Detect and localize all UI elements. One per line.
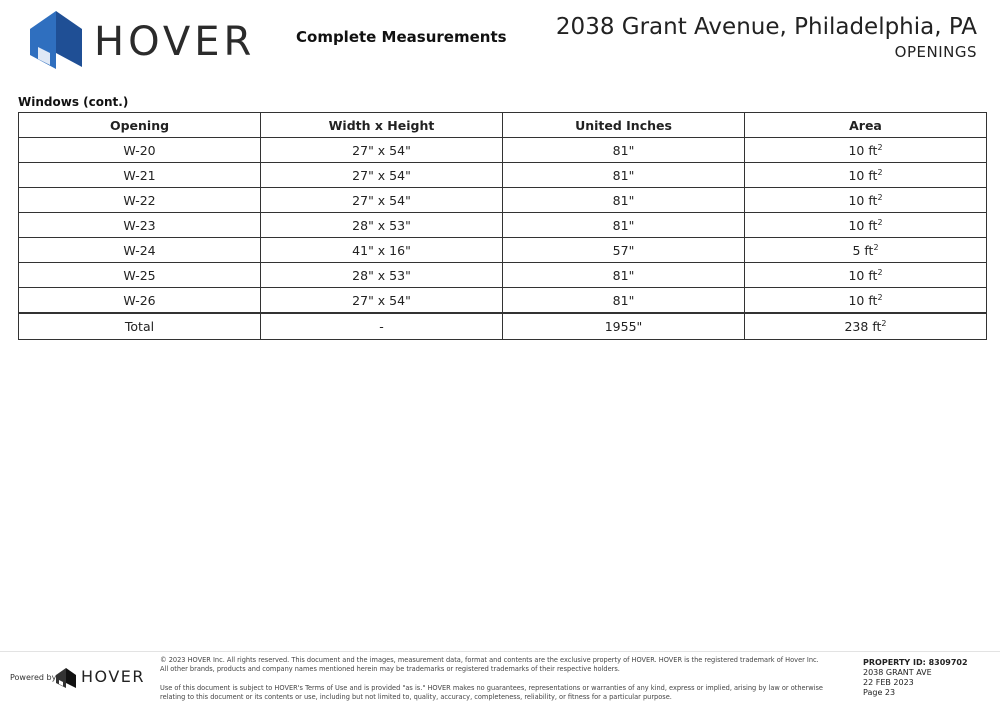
cell-area: 10 $ft^2$ — [745, 163, 987, 188]
cell-area: 5 $ft^2$ — [745, 238, 987, 263]
cell-united-inches: 81" — [503, 263, 745, 288]
copyright-notice: © 2023 HOVER Inc. All rights reserved. This document and the images, measurement data, format and contents are the exclusive property of HOVER. HOVER is the registered trademark of Hover Inc. All other brands, products and company names mentioned herein may be trademarks or registered trademarks of their respective holders. — [160, 656, 819, 673]
table-row — [19, 263, 987, 288]
cell-opening: W-26 — [19, 288, 261, 314]
cell-area: 10 $ft^2$ — [745, 188, 987, 213]
cell-size: 28" x 53" — [261, 263, 503, 288]
cell-area: 10 $ft^2$ — [745, 138, 987, 163]
cell-size: 41" x 16" — [261, 238, 503, 263]
cell-united-inches: 81" — [503, 138, 745, 163]
page-header — [0, 0, 1000, 80]
cell-united-inches: 81" — [503, 288, 745, 314]
column-header-united-inches: United Inches — [503, 113, 745, 138]
column-header-size: Width x Height — [261, 113, 503, 138]
cell-united-inches: 81" — [503, 163, 745, 188]
cell-united-inches: 81" — [503, 188, 745, 213]
cell-area: 10 $ft^2$ — [745, 288, 987, 314]
cell-opening: W-22 — [19, 188, 261, 213]
document-title: Complete Measurements — [296, 28, 507, 46]
powered-by-label: Powered by — [10, 673, 57, 682]
page-number: Page 23 — [863, 688, 896, 697]
property-info — [863, 658, 968, 698]
property-id: PROPERTY ID: 8309702 — [863, 658, 968, 667]
property-short-address: 2038 GRANT AVE — [863, 668, 932, 677]
cell-size: 27" x 54" — [261, 288, 503, 314]
cell-size: 27" x 54" — [261, 188, 503, 213]
table-row — [19, 163, 987, 188]
openings-table — [18, 112, 987, 340]
total-size: - — [261, 313, 503, 340]
table-row — [19, 238, 987, 263]
cell-size: 28" x 53" — [261, 213, 503, 238]
section-title: OPENINGS — [894, 43, 977, 61]
table-row — [19, 213, 987, 238]
table-row — [19, 188, 987, 213]
hover-footer-logo-icon — [55, 667, 77, 689]
cell-opening: W-23 — [19, 213, 261, 238]
cell-size: 27" x 54" — [261, 138, 503, 163]
cell-size: 27" x 54" — [261, 163, 503, 188]
terms-notice: Use of this document is subject to HOVER's Terms of Use and is provided "as is." HOVER makes no guarantees, representations or warranties of any kind, express or implied, arising by law or otherwise relating to this document or its contents or use, including but not limited to, quality, accuracy, completeness, reliability, or fitness for a particular purpose. — [160, 684, 823, 701]
cell-opening: W-20 — [19, 138, 261, 163]
cell-opening: W-24 — [19, 238, 261, 263]
logo-wordmark: HOVER — [94, 19, 256, 65]
property-address: 2038 Grant Avenue, Philadelphia, PA — [555, 14, 977, 40]
table-header-row — [19, 113, 987, 138]
cell-area: 10 $ft^2$ — [745, 263, 987, 288]
column-header-area: Area — [745, 113, 987, 138]
cell-united-inches: 57" — [503, 238, 745, 263]
hover-logo-icon — [28, 9, 84, 71]
table-row — [19, 288, 987, 314]
column-header-opening: Opening — [19, 113, 261, 138]
cell-opening: W-21 — [19, 163, 261, 188]
total-label: Total — [19, 313, 261, 340]
report-date: 22 FEB 2023 — [863, 678, 914, 687]
cell-opening: W-25 — [19, 263, 261, 288]
footer-wordmark: HOVER — [81, 667, 146, 686]
total-area: 238 $ft^2$ — [745, 313, 987, 340]
footer-divider — [0, 651, 1000, 652]
table-row — [19, 138, 987, 163]
cell-united-inches: 81" — [503, 213, 745, 238]
table-total-row — [19, 313, 987, 340]
table-caption: Windows (cont.) — [18, 95, 129, 109]
total-united-inches: 1955" — [503, 313, 745, 340]
cell-area: 10 $ft^2$ — [745, 213, 987, 238]
